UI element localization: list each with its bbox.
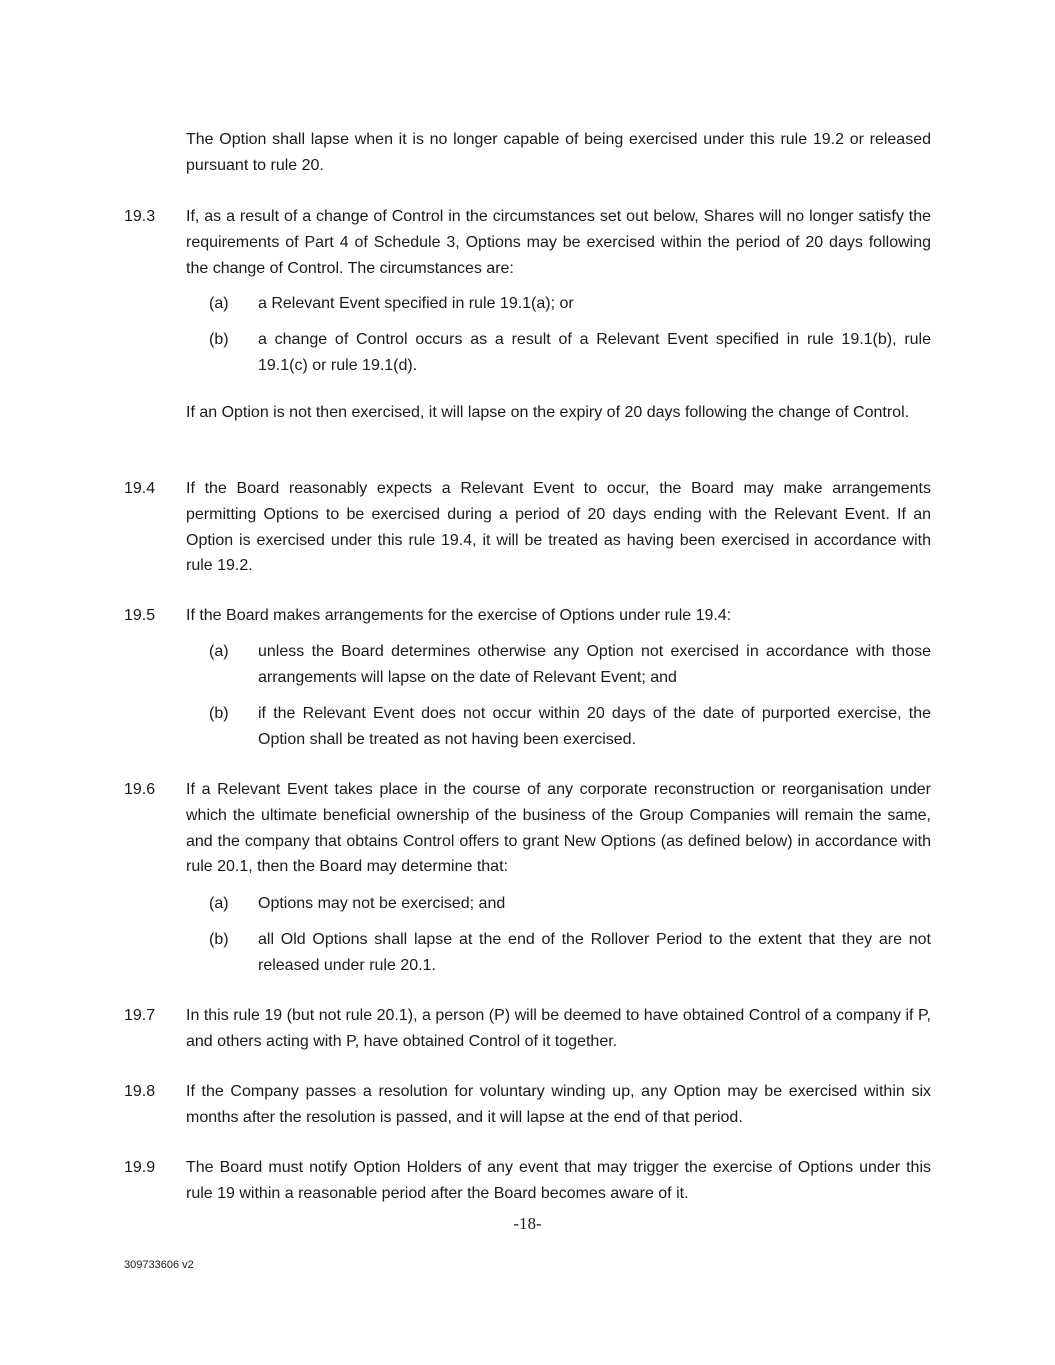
- sub-item-text: a Relevant Event specified in rule 19.1(a); or: [258, 295, 574, 312]
- rule-text: The Board must notify Option Holders of any event that may trigger the exercise of Options under this rule 19 within a reasonable period after the Board becomes aware of it.: [186, 1159, 931, 1202]
- sub-item-letter: (b): [209, 705, 229, 722]
- rule-followup-text: If an Option is not then exercised, it will lapse on the expiry of 20 days following the change of Control.: [186, 404, 910, 421]
- rule-text: If the Board reasonably expects a Relevant Event to occur, the Board may make arrangements permitting Options to be exercised during a period of 20 days ending with the Relevant Event. If an Option is exercised under this rule 19.4, it will be treated as having been exercised in accordance with rule 19.2.: [186, 480, 931, 575]
- sub-item-letter: (a): [209, 643, 229, 660]
- rule-number: 19.6: [124, 781, 156, 798]
- rule-number: 19.9: [124, 1159, 156, 1176]
- document-reference: 309733606 v2: [124, 1259, 194, 1271]
- sub-item-letter: (a): [209, 295, 229, 312]
- rule-number: 19.3: [124, 208, 156, 225]
- sub-item-text: Options may not be exercised; and: [258, 895, 506, 912]
- rule-number: 19.4: [124, 480, 156, 497]
- sub-item-text: a change of Control occurs as a result of a Relevant Event specified in rule 19.1(b), rule 19.1(c) or rule 19.1(d).: [258, 331, 931, 374]
- rule-number: 19.5: [124, 607, 156, 624]
- rule-text: If, as a result of a change of Control in the circumstances set out below, Shares will no longer satisfy the requirements of Part 4 of Schedule 3, Options may be exercised within the period of 20 days following the change of Control. The circumstances are:: [186, 208, 931, 277]
- sub-item-text: if the Relevant Event does not occur within 20 days of the date of purported exercise, the Option shall be treated as not having been exercised.: [258, 705, 931, 748]
- rule-number: 19.8: [124, 1083, 156, 1100]
- rule-text: If a Relevant Event takes place in the course of any corporate reconstruction or reorganisation under which the ultimate beneficial ownership of the business of the Group Companies will remain the same, and the company that obtains Control offers to grant New Options (as defined below) in accordance with rule 20.1, then the Board may determine that:: [186, 781, 931, 876]
- intro-paragraph: The Option shall lapse when it is no longer capable of being exercised under this rule 19.2 or released pursuant to rule 20.: [186, 131, 931, 174]
- rule-text: In this rule 19 (but not rule 20.1), a person (P) will be deemed to have obtained Control of a company if P, and others acting with P, have obtained Control of it together.: [186, 1007, 931, 1050]
- rule-text: If the Board makes arrangements for the exercise of Options under rule 19.4:: [186, 607, 732, 624]
- rule-text: If the Company passes a resolution for voluntary winding up, any Option may be exercised within six months after the resolution is passed, and it will lapse at the end of that period.: [186, 1083, 931, 1126]
- sub-item-letter: (b): [209, 931, 229, 948]
- sub-item-letter: (a): [209, 895, 229, 912]
- sub-item-text: unless the Board determines otherwise any Option not exercised in accordance with those arrangements will lapse on the date of Relevant Event; and: [258, 643, 931, 686]
- page-number: -18-: [513, 1214, 542, 1233]
- sub-item-text: all Old Options shall lapse at the end of the Rollover Period to the extent that they are not released under rule 20.1.: [258, 931, 931, 974]
- rule-number: 19.7: [124, 1007, 156, 1024]
- sub-item-letter: (b): [209, 331, 229, 348]
